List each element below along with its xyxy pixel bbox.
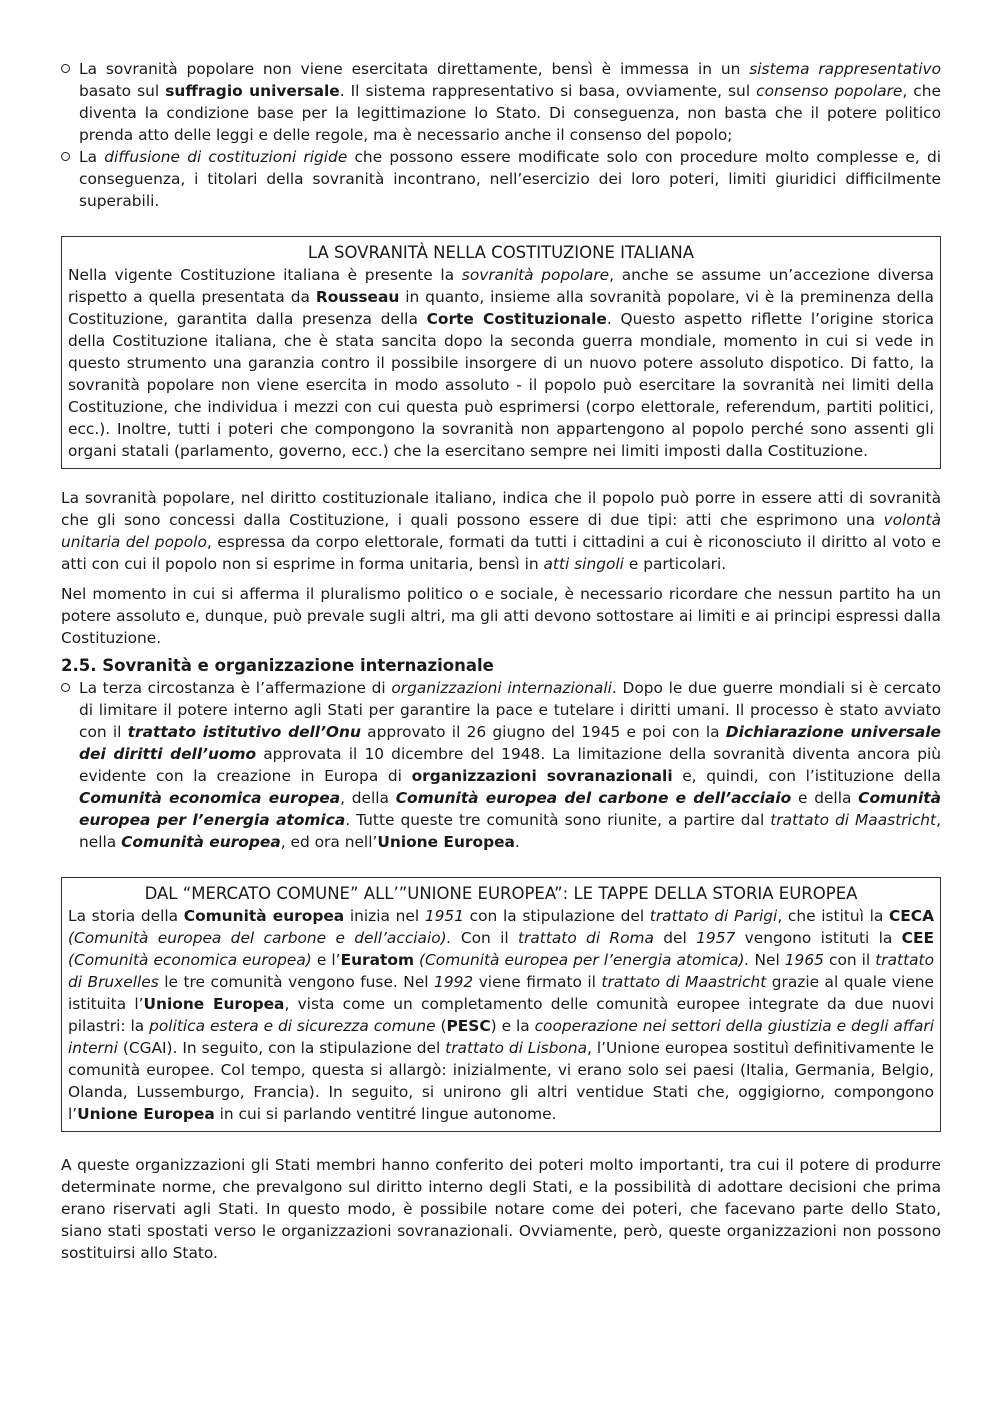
info-box-europa (61, 877, 941, 1132)
emphasis-text: 1951 (424, 907, 464, 925)
bullet-item (61, 677, 941, 853)
box-body: La storia della Comunità europea inizia nel 1951 con la stipulazione del trattato di Parigi, che istituì la CECA (Comunità europea del carbone e dell’acciaio). Con il trattato di Roma del 1957 vengono istituti la CEE (Comunità economica europea) e l’Euratom (Comunità europea per l’energia atomica). Nel 1965 con il trattato di Bruxelles le tre comunità vengono fuse. Nel 1992 viene firmato il trattato di Maastricht grazie al quale viene istituita l’Unione Europea, vista come un completamento delle comunità europee integrate da due nuovi pilastri: la politica estera e di sicurezza comune (PESC) e la cooperazione nei settori della giustizia e degli affari interni (CGAI). In seguito, con la stipulazione del trattato di Lisbona, l’Unione europea sostituì definitivamente le comunità europee. Col tempo, questa si allargò: inizialmente, vi erano solo sei paesi (Italia, Germania, Belgio, Olanda, Lussemburgo, Francia). In seguito, si unirono gli altri ventidue Stati che, oggigiorno, compongono l’Unione Europea in cui si parlando ventitré lingue autonome. (68, 907, 935, 1123)
emphasis-text: (Comunità europea del carbone e dell’acciaio). (68, 929, 452, 947)
emphasis-text: cooperazione nei settori della giustizia e degli affari interni (68, 1017, 934, 1057)
emphasis-text: Comunità europea (183, 907, 345, 925)
emphasis-text: Comunità economica europea (79, 789, 341, 807)
bullet-text: La sovranità popolare non viene esercitata direttamente, bensì è immessa in un sistema rappresentativo basato sul suffragio universale. Il sistema rappresentativo si basa, ovviamente, sul consenso popolare, che diventa la condizione base per la legittimazione lo Stato. Di conseguenza, non basta che il potere politico prenda atto delle leggi e delle regole, ma è necessario anche il consenso del popolo; (79, 60, 941, 144)
circle-bullet-icon (61, 152, 70, 161)
emphasis-text: suffragio universale (165, 82, 340, 100)
emphasis-text: 1992 (434, 973, 474, 991)
emphasis-text: volontà unitaria del popolo (61, 511, 941, 551)
emphasis-text: politica estera e di sicurezza comune (149, 1017, 436, 1035)
circle-bullet-icon (61, 683, 70, 692)
bullet-text: La terza circostanza è l’affermazione di organizzazioni internazionali. Dopo le due guerre mondiali si è cercato di limitare il potere interno agli Stati per garantire la pace e tutelare i diritti umani. Il processo è stato avviato con il trattato istitutivo dell’Onu approvato il 26 giugno del 1945 e poi con la Dichiarazione universale dei diritti dell’uomo approvata il 10 dicembre del 1948. La limitazione della sovranità diventa ancora più evidente con la creazione in Europa di organizzazioni sovranazionali e, quindi, con l’istituzione della Comunità economica europea, della Comunità europea del carbone e dell’acciaio e della Comunità europea per l’energia atomica. Tutte queste tre comunità sono riunite, a partire dal trattato di Maastricht, nella Comunità europea, ed ora nell’Unione Europea. (79, 679, 942, 851)
emphasis-text: Comunità europea (121, 833, 281, 851)
emphasis-text: sistema rappresentativo (749, 60, 941, 78)
emphasis-text: consenso popolare (756, 82, 903, 100)
bullet-item (61, 58, 941, 146)
box-title: DAL “MERCATO COMUNE” ALL’”UNIONE EUROPEA”: LE TAPPE DELLA STORIA EUROPEA (144, 884, 858, 903)
info-box-costituzione (61, 236, 941, 469)
emphasis-text: (Comunità economica europea) (68, 951, 312, 969)
emphasis-text: 1965 (784, 951, 824, 969)
emphasis-text: trattato di Maastricht (601, 973, 767, 991)
section-heading: 2.5. Sovranità e organizzazione internazionale (61, 656, 494, 675)
document-page (61, 58, 941, 1264)
emphasis-text: Dichiarazione universale dei diritti dell’uomo (79, 723, 941, 763)
emphasis-text: sovranità popolare (461, 266, 610, 284)
body-paragraph: La sovranità popolare, nel diritto costituzionale italiano, indica che il popolo può porre in essere atti di sovranità che gli sono concessi dalla Costituzione, i quali possono essere di due tipi: atti che esprimono una volontà unitaria del popolo, espressa da corpo elettorale, formati da tutti i cittadini a cui è riconosciuto il diritto al voto e atti con cui il popolo non si esprime in forma unitaria, bensì in atti singoli e particolari. (61, 489, 942, 573)
emphasis-text: trattato di Parigi (649, 907, 778, 925)
emphasis-text: Unione Europea (77, 1105, 215, 1123)
emphasis-text: CEE (901, 929, 934, 947)
emphasis-text: trattato di Lisbona (445, 1039, 588, 1057)
emphasis-text: Euratom (340, 951, 414, 969)
emphasis-text: Unione Europea (143, 995, 285, 1013)
emphasis-text: Comunità europea per l’energia atomica (79, 789, 941, 829)
emphasis-text: (Comunità europea per l’energia atomica). (419, 951, 750, 969)
emphasis-text: PESC (446, 1017, 491, 1035)
emphasis-text: trattato di Maastricht (770, 811, 937, 829)
box-title: LA SOVRANITÀ NELLA COSTITUZIONE ITALIANA (307, 243, 695, 262)
emphasis-text: organizzazioni internazionali (391, 679, 612, 697)
circle-bullet-icon (61, 64, 70, 73)
emphasis-text: Corte Costituzionale (426, 310, 607, 328)
emphasis-text: atti singoli (543, 555, 624, 573)
bullet-text: La diffusione di costituzioni rigide che possono essere modificate solo con procedure molto complesse e, di conseguenza, i titolari della sovranità incontrano, nell’esercizio dei loro poteri, limiti giuridici difficilmente superabili. (79, 148, 941, 210)
emphasis-text: 1957 (696, 929, 736, 947)
emphasis-text: Unione Europea (377, 833, 515, 851)
intro-bullet-list (61, 58, 941, 212)
box-body: Nella vigente Costituzione italiana è presente la sovranità popolare, anche se assume un’accezione diversa rispetto a quella presentata da Rousseau in quanto, insieme alla sovranità popolare, vi è la preminenza della Costituzione, garantita dalla presenza della Corte Costituzionale. Questo aspetto riflette l’origine storica della Costituzione italiana, che è stata sancita dopo la seconda guerra mondiale, momento in cui si vede in questo strumento una garanzia contro il possibile insorgere di un nuovo potere assoluto dispotico. Di fatto, la sovranità popolare non viene esercita in modo assoluto - il popolo può esercitare la sovranità nei limiti della Costituzione, che individua i mezzi con cui questa può esprimersi (corpo elettorale, referendum, partiti politici, ecc.). Inoltre, tutti i poteri che compongono la sovranità non appartengono al popolo perché sono assenti gli organi statali (parlamento, governo, ecc.) che la esercitano sempre nei limiti imposti dalla Costituzione. (68, 266, 935, 460)
emphasis-text: trattato di Bruxelles (68, 951, 934, 991)
body-paragraph: Nel momento in cui si afferma il pluralismo politico o e sociale, è necessario ricordare che nessun partito ha un potere assoluto e, dunque, può prevale sugli altri, ma gli atti devono sottostare ai limiti e ai principi espressi dalla Costituzione. (61, 585, 941, 647)
emphasis-text: Rousseau (315, 288, 400, 306)
bullet-item (61, 146, 941, 212)
emphasis-text: Comunità europea del carbone e dell’acciaio (395, 789, 792, 807)
body-paragraph: A queste organizzazioni gli Stati membri hanno conferito dei poteri molto importanti, tra cui il potere di produrre determinate norme, che prevalgono sul diritto interno degli Stati, e la possibilità di adottare decisioni che prima erano riservati agli Stati. In questo modo, è possibile notare come dei poteri, che facevano parte dello Stato, siano stati spostati verso le organizzazioni sovranazionali. Ovviamente, però, queste organizzazioni non possono sostituirsi allo Stato. (61, 1156, 941, 1262)
emphasis-text: CECA (888, 907, 934, 925)
emphasis-text: trattato di Roma (518, 929, 654, 947)
emphasis-text: trattato istitutivo dell’Onu (127, 723, 361, 741)
emphasis-text: diffusione di costituzioni rigide (104, 148, 348, 166)
emphasis-text: organizzazioni sovranazionali (411, 767, 673, 785)
